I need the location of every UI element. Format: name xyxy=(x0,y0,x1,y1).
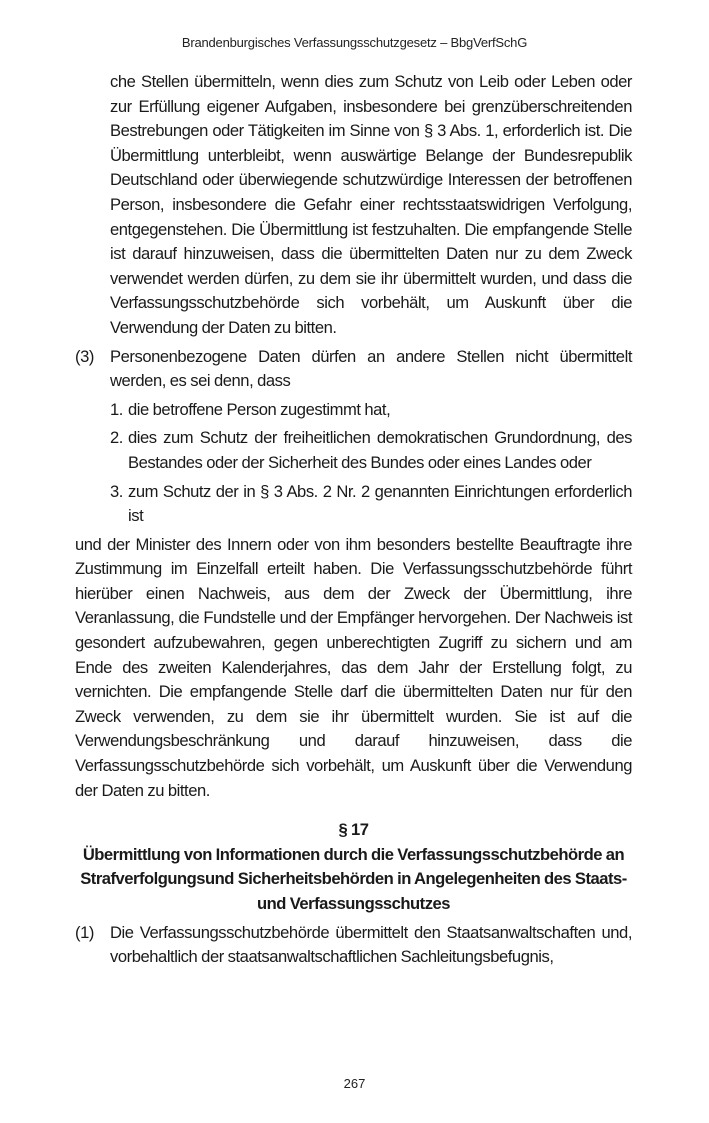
paragraph-text: Die Verfassungsschutzbehörde übermittelt den Staatsanwaltschaften und, vorbehaltlich der staatsanwaltschaftlichen Sachleitungsbefugnis, xyxy=(110,922,632,967)
list-item xyxy=(110,398,632,423)
paragraph-3-closing: und der Minister des Innern oder von ihm besonders bestellte Beauftragte ihre Zustimmung im Einzelfall erteilt haben. Die Verfassungsschutzbehörde führt hierüber einen Nachweis, aus dem der Zweck der Übermittlung, ihre Veranlassung, die Fundstelle und der Empfänger hervorgehen. Der Nachweis ist gesondert aufzubewahren, gegen unberechtigten Zugriff zu sichern und am Ende des zweiten Kalenderjahres, das dem Jahr der Erstellung folgt, zu vernichten. Die empfangende Stelle darf die übermittelten Daten nur für den Zweck verwenden, zu dem sie ihr übermittelt wurden. Sie ist auf die Verwendungsbeschränkung und darauf hinzuweisen, dass die Verfassungsschutzbehörde sich vorbehält, um Auskunft über die Verwendung der Daten zu bitten. xyxy=(75,534,632,800)
paragraph-3 xyxy=(75,345,632,394)
list-item-number: 3. xyxy=(110,481,123,501)
section-number: § 17 xyxy=(338,820,369,840)
section-title: Übermittlung von Informationen durch die Verfassungsschutzbehörde an Strafverfolgungsund Sicherheitsbehörden in Angelegenheiten des Staats- und Verfassungsschutzes xyxy=(80,844,627,913)
list-item-number: 1. xyxy=(110,399,123,419)
list-item-number: 2. xyxy=(110,428,123,448)
condition-list xyxy=(110,398,632,529)
list-item xyxy=(110,426,632,475)
list-item xyxy=(110,480,632,529)
section-heading xyxy=(75,818,632,916)
continued-paragraph: che Stellen übermitteln, wenn dies zum Schutz von Leib oder Leben oder zur Erfüllung eigener Aufgaben, insbesondere bei grenzüberschreitenden Bestrebungen oder Tätigkeiten im Sinne von § 3 Abs. 1, erforderlich ist. Die Übermittlung unterbleibt, wenn auswärtige Belange der Bundesrepublik Deutschland oder überwiegende schutzwürdige Interessen der betroffenen Person, insbesondere die Gefahr einer rechtsstaatswidrigen Verfolgung, entgegenstehen. Die Übermittlung ist festzuhalten. Die empfangende Stelle ist darauf hinzuweisen, dass die übermittelten Daten nur zu dem Zweck verwendet werden dürfen, zu dem sie ihr übermittelt wurden, und dass die Verfassungsschutzbehörde sich vorbehält, um Auskunft über die Verwendung der Daten zu bitten. xyxy=(110,72,632,337)
section-17-paragraph-1 xyxy=(75,921,632,970)
list-item-text: zum Schutz der in § 3 Abs. 2 Nr. 2 genannten Einrichtungen erforderlich ist xyxy=(128,481,632,526)
list-item-text: dies zum Schutz der freiheitlichen demokratischen Grundordnung, des Bestandes oder der Sicherheit des Bundes oder eines Landes oder xyxy=(128,428,632,472)
list-item-text: die betroffene Person zugestimmt hat, xyxy=(128,399,391,419)
paragraph-intro: Personenbezogene Daten dürfen an andere Stellen nicht übermittelt werden, es sei denn, dass xyxy=(110,346,632,391)
page-number: 267 xyxy=(343,1076,366,1091)
running-header: Brandenburgisches Verfassungsschutzgesetz – BbgVerfSchG xyxy=(181,35,528,50)
paragraph-number: (1) xyxy=(75,922,94,942)
page-content xyxy=(75,70,632,970)
paragraph-number: (3) xyxy=(75,346,94,366)
